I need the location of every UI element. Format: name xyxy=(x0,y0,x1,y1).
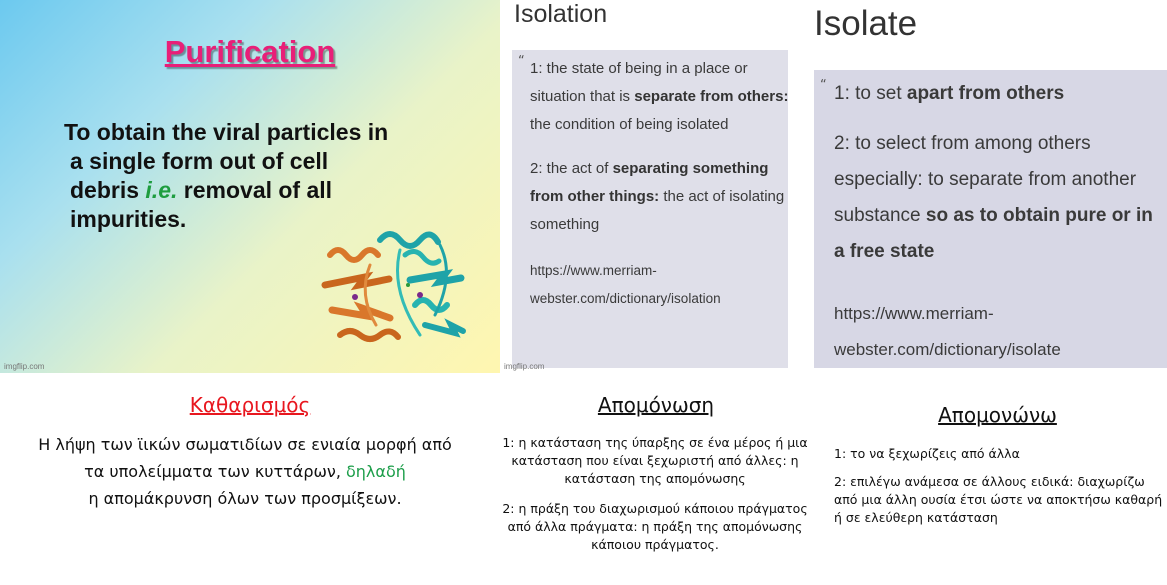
caption-title-isolation: Απομόνωση xyxy=(597,393,715,417)
caption-body-isolation xyxy=(492,434,818,566)
caption-line: Η λήψη των ϊικών σωματιδίων σε ενιαία μορφή από xyxy=(38,435,452,454)
caption-definition: 1: η κατάσταση της ύπαρξης σε ένα μέρος ή μια κατάσταση που είναι ξεχωριστή από άλλες: η κατάσταση της απομόνωσης xyxy=(502,435,808,486)
dictionary-link-line[interactable]: https://www.merriam- xyxy=(834,304,994,323)
quote-mark-icon: “ xyxy=(518,54,525,69)
definition-text-part: 1: the state of being in a place or situation that is xyxy=(530,60,748,105)
isolate-definition-panel xyxy=(800,0,1167,373)
caption-title-isolate: Απομονώνω xyxy=(938,403,1057,427)
definition-box xyxy=(512,50,788,368)
definition-title: Isolate xyxy=(814,4,918,43)
dictionary-link-line[interactable]: webster.com/dictionary/isolate xyxy=(834,340,1061,359)
caption-green-text: δηλαδή xyxy=(346,462,406,481)
definition-2 xyxy=(530,155,798,239)
definition-text-part: the condition of being isolated xyxy=(530,116,729,133)
caption-definition: 2: η πράξη του διαχωρισμού κάποιου πράγματος από άλλα πράγματα: η πράξη της απομόνωσης κάποιου πράγματος. xyxy=(502,501,808,552)
caption-body-purification xyxy=(10,431,480,512)
caption-definition: 2: επιλέγω ανάμεσα σε άλλους ειδικά: διαχωρίζω από μια άλλη ουσία έτσι ώστε να αποκτήσω καθαρή ή σε ελεύθερη κατάσταση xyxy=(834,474,1163,525)
definition-title: Isolation xyxy=(514,0,608,28)
definition-2 xyxy=(834,126,1164,270)
slide-body-line: To obtain the viral particles in xyxy=(64,119,389,145)
dictionary-link[interactable] xyxy=(530,257,798,313)
dictionary-link-line[interactable]: webster.com/dictionary/isolation xyxy=(530,291,721,306)
definition-text-part: 1: to set xyxy=(834,83,907,104)
caption-line xyxy=(10,458,480,485)
caption-definition: 1: το να ξεχωρίζεις από άλλα xyxy=(834,446,1020,461)
definition-bold-part: so as to obtain pure or in a free state xyxy=(834,205,1153,262)
definition-text-part: 2: to select from among others especially: to separate from another substance xyxy=(834,133,1137,226)
slide-body xyxy=(64,118,484,234)
slide-body-text: debris xyxy=(70,177,146,203)
caption-title-purification: Καθαρισμός xyxy=(189,393,311,417)
purification-slide xyxy=(0,0,500,373)
quote-mark-icon: “ xyxy=(820,78,827,93)
definition-text xyxy=(834,76,1164,368)
dictionary-link[interactable] xyxy=(834,296,1164,368)
definition-1 xyxy=(530,55,798,139)
caption-line: η απομάκρυνση όλων των προσμίξεων. xyxy=(88,489,402,508)
definition-box xyxy=(814,70,1167,368)
definition-bold-part: separating something from other things: xyxy=(530,160,769,205)
protein-structure-image xyxy=(310,225,470,360)
definition-text-part: 2: the act of xyxy=(530,160,613,177)
slide-title: Purification xyxy=(164,34,336,69)
isolation-definition-panel xyxy=(500,0,800,373)
slide-body-text: removal of all xyxy=(177,177,333,203)
caption-text: τα υπολείμματα των κυττάρων, xyxy=(84,462,346,481)
slide-body-line: impurities. xyxy=(70,206,187,232)
ie-emphasis: i.e. xyxy=(145,177,178,203)
definition-bold-part: separate from others: xyxy=(634,88,789,105)
definition-text xyxy=(530,55,798,313)
slide-body-line xyxy=(64,176,484,205)
definition-1 xyxy=(834,76,1164,112)
caption-body-isolate xyxy=(834,445,1164,537)
definition-text-part: the act of isolating something xyxy=(530,188,785,233)
dictionary-link-line[interactable]: https://www.merriam- xyxy=(530,263,657,278)
watermark: imgflip.com xyxy=(504,362,545,371)
slide-body-line: a single form out of cell xyxy=(70,148,329,174)
definition-bold-part: apart from others xyxy=(906,83,1065,104)
watermark: imgflip.com xyxy=(4,362,45,371)
